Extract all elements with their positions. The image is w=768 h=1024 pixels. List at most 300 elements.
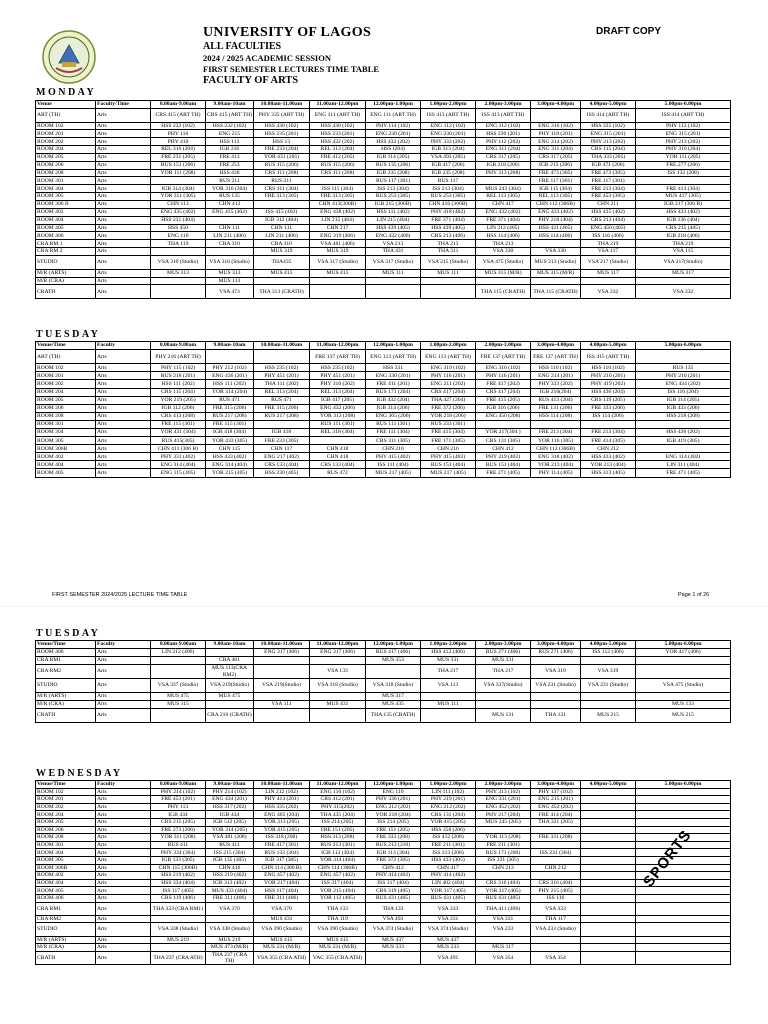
course-cell [636, 803, 731, 811]
faculty-cell: Arts [96, 679, 151, 693]
course-cell: RUS 115 (206) [254, 161, 310, 169]
course-cell: ENG 432 (206) [310, 404, 366, 412]
course-cell: FRE 233 (204) [254, 146, 310, 154]
course-cell: IGB 235 (208) [421, 169, 476, 177]
course-cell: RUS 213 (301) [310, 841, 366, 849]
timetable-row [36, 277, 731, 285]
course-cell: MUS 131 [476, 709, 531, 723]
course-cell: CRS 317 (205) [531, 153, 581, 161]
course-cell: ENG 215 [206, 130, 254, 138]
course-cell: CHN 115 (306B) [151, 864, 206, 872]
course-cell: VSA 330 [476, 248, 531, 256]
course-cell: YOR 112 (405) [310, 894, 366, 902]
course-cell: IGB 133 (305) [151, 856, 206, 864]
course-cell: HSS 431 (405) [531, 224, 581, 232]
course-cell: ENG 112 (102) [476, 122, 531, 130]
course-cell: THA 119 [151, 240, 206, 248]
timetable-row [36, 396, 731, 404]
university-crest-logo [42, 30, 96, 84]
course-cell: IGB 216 [206, 146, 254, 154]
course-cell: IGB 218 (206) [476, 161, 531, 169]
venue-cell: ROOM 206 [36, 826, 96, 834]
day-heading-tuesday: TUESDAY [36, 329, 101, 340]
course-cell [151, 657, 206, 665]
course-cell [254, 201, 310, 209]
column-header: Faculty [96, 781, 151, 789]
course-cell: THA 133 [310, 902, 366, 915]
course-cell: IGB 114 (205) [366, 153, 421, 161]
course-cell: RUS 151 (404) [421, 461, 476, 469]
course-cell: THA 131 [531, 709, 581, 723]
timetable-row [36, 693, 731, 701]
faculty-cell: Arts [96, 420, 151, 428]
faculty-cell: Arts [96, 130, 151, 138]
course-cell: LIN 215 (404) [366, 216, 421, 224]
course-cell: PHY 414 (402) [421, 872, 476, 880]
column-header: 5.00pm-6.00pm [636, 641, 731, 649]
venue-cell: ROOM 406 [36, 894, 96, 902]
course-cell: VSA 117 [581, 248, 636, 256]
course-cell: HSS 230 (405) [254, 469, 310, 477]
course-cell: CHN 217 [310, 224, 366, 232]
course-cell: IGB 314 (206) [366, 404, 421, 412]
column-header: 1.00pm-2.00pm [421, 101, 476, 109]
course-cell: IGB 216(204) [531, 388, 581, 396]
timetable-row [36, 248, 731, 256]
venue-cell: M/R (CRA) [36, 277, 96, 285]
course-cell: CHN 416 (306B) [421, 201, 476, 209]
course-cell: YOR 313 (208) [310, 412, 366, 420]
faculty-cell: Arts [96, 649, 151, 657]
course-cell: ENG 311 (204) [531, 146, 581, 154]
course-cell: MUS 331 [476, 657, 531, 665]
faculty-cell: Arts [96, 412, 151, 420]
course-cell: RUS 213 (310) [366, 841, 421, 849]
course-cell: HSS 117 (404) [254, 887, 310, 895]
course-cell: MUS 431 [254, 915, 310, 923]
faculty-cell: Arts [96, 872, 151, 880]
course-cell: ISS 111 (304) [310, 185, 366, 193]
course-cell: CHN 115 [206, 445, 254, 453]
course-cell: MUS 243 (304) [476, 185, 531, 193]
course-cell: FRE 414 (305) [581, 437, 636, 445]
course-cell: ENG 314 (404) [206, 461, 254, 469]
course-cell [310, 437, 366, 445]
course-cell [366, 665, 421, 679]
course-cell: PHY 219 (402) [476, 453, 531, 461]
course-cell: MUS 231 (M/R) [310, 944, 366, 952]
column-header: 4.00pm-5.00pm [581, 101, 636, 109]
course-cell: CHN 413(306B) [310, 201, 366, 209]
course-cell: ENG 330 (201) [366, 372, 421, 380]
venue-cell: ROOM 201 [36, 796, 96, 804]
course-cell: FRE 473 (305) [531, 169, 581, 177]
course-cell: RUS 135 [206, 193, 254, 201]
course-cell: YOR 217 (404) [254, 879, 310, 887]
faculty-cell: Arts [96, 216, 151, 224]
course-cell: VSA 213 [366, 240, 421, 248]
course-cell [310, 693, 366, 701]
course-cell: HSS 412 (406) [421, 649, 476, 657]
course-cell: FRE 115 (301) [151, 420, 206, 428]
course-cell: ISS 415 (ART TH) [581, 350, 636, 364]
timetable-row [36, 841, 731, 849]
course-cell: FRE 231 (205) [151, 153, 206, 161]
course-cell: CRS 412 (201) [310, 796, 366, 804]
course-cell: VSA 219(Studio) [206, 679, 254, 693]
course-cell: ENG 438 (402) [310, 208, 366, 216]
course-cell [531, 936, 581, 944]
venue-cell: ROOM 305 [36, 193, 96, 201]
course-cell: YOR 314 (204) [206, 388, 254, 396]
timetable-row [36, 216, 731, 224]
course-cell: CHN 416 [206, 864, 254, 872]
course-cell: ENG 434 (201) [206, 796, 254, 804]
timetable-row [36, 796, 731, 804]
course-cell: FRE 151 (205) [366, 826, 421, 834]
course-cell [636, 177, 731, 185]
course-cell [581, 894, 636, 902]
timetable-row [36, 856, 731, 864]
course-cell [581, 887, 636, 895]
course-cell: ENG 316 (102) [476, 364, 531, 372]
venue-cell: ROOM 304 [36, 185, 96, 193]
course-cell: RUS 217 (208) [254, 412, 310, 420]
timetable-row [36, 108, 731, 122]
venue-cell: ROOM 202 [36, 138, 96, 146]
venue-cell: CRA RM2 [36, 665, 96, 679]
course-cell: CHN 411 (306 B) [151, 445, 206, 453]
course-cell [636, 818, 731, 826]
course-cell [206, 915, 254, 923]
faculty-cell: Arts [96, 841, 151, 849]
faculty-cell: Arts [96, 453, 151, 461]
faculty-cell: Arts [96, 224, 151, 232]
course-cell [310, 177, 366, 185]
course-cell [206, 701, 254, 709]
course-cell: ENG 215 (201) [531, 796, 581, 804]
venue-cell: ROOM 202 [36, 803, 96, 811]
venue-cell: ROOM 204 [36, 811, 96, 819]
course-cell: HSS 334 (404) [151, 879, 206, 887]
course-cell [636, 923, 731, 936]
faculty-cell: Arts [96, 429, 151, 437]
course-cell: HSS 219 (402) [151, 872, 206, 880]
course-cell: RUS 133 (304) [254, 849, 310, 857]
course-cell: VSA 310 (Studio) [151, 255, 206, 269]
course-cell: PHY 310 (202) [310, 380, 366, 388]
course-cell: FRE 211 (301) [476, 841, 531, 849]
course-cell [531, 277, 581, 285]
course-cell [531, 826, 581, 834]
course-cell: ISS 213 (304) [421, 185, 476, 193]
course-cell: FRE 471 (405) [636, 469, 731, 477]
course-cell [636, 693, 731, 701]
course-cell: FRE 171 (305) [421, 437, 476, 445]
timetable-row [36, 193, 731, 201]
venue-cell: ROOM 205 [36, 818, 96, 826]
course-cell [636, 665, 731, 679]
column-header: 3.00pm-4.00pm [531, 781, 581, 789]
course-cell [421, 285, 476, 299]
venue-cell: STUDIO [36, 923, 96, 936]
course-cell: MUS 313 [206, 269, 254, 277]
course-cell: RUS 171 (208) [476, 849, 531, 857]
course-cell: HSS 235 (201) [254, 130, 310, 138]
course-cell: PHY 451 (201) [254, 372, 310, 380]
course-cell: RUS 151 (404) [476, 461, 531, 469]
course-cell: PHY 213 (202) [636, 138, 731, 146]
faculty-cell: Arts [96, 388, 151, 396]
course-cell: FRE 417 (202) [476, 380, 531, 388]
course-cell: FRE 211 (301) [421, 841, 476, 849]
header-row [36, 342, 731, 350]
course-cell: CRA 310 [254, 240, 310, 248]
course-cell: CRS 311 (304) [254, 185, 310, 193]
column-header: 4.00pm-5.00pm [581, 342, 636, 350]
venue-cell: ROOM 304 [36, 849, 96, 857]
course-cell [366, 951, 421, 964]
course-cell: CHN 114 (306B) [310, 864, 366, 872]
course-cell: MUS 317 [366, 693, 421, 701]
course-cell: MUS 111 [421, 269, 476, 277]
course-cell: MUS 113(CRA RM2) [206, 665, 254, 679]
timetable-row [36, 649, 731, 657]
venue-cell: ROOM 201 [36, 130, 96, 138]
timetable-row [36, 445, 731, 453]
course-cell: CRS 131 (305) [476, 437, 531, 445]
course-cell: IGB 417 (205) [310, 396, 366, 404]
venue-cell: ROOM 402 [36, 453, 96, 461]
course-cell: PHY 333 (202) [421, 138, 476, 146]
course-cell: FRE 311 (406) [206, 894, 254, 902]
course-cell [476, 936, 531, 944]
venue-cell: ROOM 404 [36, 879, 96, 887]
course-cell [151, 285, 206, 299]
course-cell: ENG 318 (402) [531, 453, 581, 461]
course-cell: ENG 111 (ART TH) [310, 108, 366, 122]
course-cell: VSA 370 [206, 902, 254, 915]
course-cell: RUS 411 [151, 841, 206, 849]
course-cell: VSA 493 (205) [421, 153, 476, 161]
course-cell [254, 693, 310, 701]
course-cell: HSS 114 (208) [531, 412, 581, 420]
course-cell: IGB 433 (206) [636, 404, 731, 412]
draft-copy-label: DRAFT COPY [596, 26, 661, 37]
course-cell: RUS 471 [206, 396, 254, 404]
course-cell: PHY 212 (102) [206, 364, 254, 372]
course-cell: THA 237 (CRA TH) [206, 951, 254, 964]
course-cell: FRE 213 (304) [531, 429, 581, 437]
course-cell: CRS 133 (404) [254, 461, 310, 469]
course-cell: IGB 113 (304) [366, 849, 421, 857]
timetable-row [36, 240, 731, 248]
course-cell: VSA 111 [254, 701, 310, 709]
course-cell: LIN 211 (406) [206, 232, 254, 240]
course-cell [531, 420, 581, 428]
course-cell: FRE 411 (201) [366, 380, 421, 388]
faculty-cell: Arts [96, 657, 151, 665]
course-cell: LIN 215 (404) [310, 216, 366, 224]
column-header: 12.00pm-1.00pm [366, 781, 421, 789]
course-cell: VAC 355 (CRA ATH) [310, 951, 366, 964]
faculty-cell: Arts [96, 108, 151, 122]
course-cell: VSA 113 [421, 679, 476, 693]
venue-cell: ROOM 405 [36, 224, 96, 232]
column-header: 1.00pm-2.00pm [421, 342, 476, 350]
faculty-cell: Arts [96, 915, 151, 923]
course-cell [636, 936, 731, 944]
course-cell: IGB 434 [151, 811, 206, 819]
course-cell [581, 796, 636, 804]
header-row [36, 781, 731, 789]
course-cell: RUS 211 [206, 177, 254, 185]
course-cell: FRE 417 (301) [254, 841, 310, 849]
course-cell: VSA 318 (Studio) [366, 679, 421, 693]
course-cell: HSS 433 (305) [421, 856, 476, 864]
course-cell [476, 277, 531, 285]
faculty-cell: Arts [96, 445, 151, 453]
faculty-cell: Arts [96, 879, 151, 887]
column-header: Venue/Time [36, 342, 96, 350]
column-header: 12.00pm-1.00pm [366, 641, 421, 649]
venue-cell: ROOM 205 [36, 396, 96, 404]
course-cell: CRS 311 (305) [366, 437, 421, 445]
course-cell: FRE 311 (406) [254, 894, 310, 902]
faculty-cell: Arts [96, 248, 151, 256]
course-cell: CHN 113 [151, 201, 206, 209]
course-cell [476, 701, 531, 709]
course-cell: VSA 338 (Studio) [206, 923, 254, 936]
faculty-cell: Arts [96, 185, 151, 193]
venue-cell: ROOM 306 B [36, 201, 96, 209]
venue-cell: ROOM 305 [36, 856, 96, 864]
course-cell [636, 796, 731, 804]
course-cell [476, 872, 531, 880]
timetable-row [36, 923, 731, 936]
course-cell: VSA 338 (Studio) [151, 923, 206, 936]
timetable-row [36, 701, 731, 709]
course-cell: FRE 117 (301) [531, 177, 581, 185]
course-cell: MUS 215 [581, 709, 636, 723]
course-cell: ENG 365 (206) [366, 412, 421, 420]
course-cell [254, 657, 310, 665]
column-header: 4.00pm-5.00pm [581, 781, 636, 789]
course-cell: RUS 471 [254, 396, 310, 404]
course-cell: FRE 413 [206, 153, 254, 161]
course-cell: RUS 431 (405) [366, 894, 421, 902]
course-cell: MUS 333 [366, 944, 421, 952]
course-cell: HSS 439 (405) [366, 224, 421, 232]
course-cell: HSS 433 (402) [636, 208, 731, 216]
course-cell: CHN 212 [531, 864, 581, 872]
column-header: 11.00am-12.00pm [310, 342, 366, 350]
course-cell: FRE 413 (304) [636, 185, 731, 193]
course-cell: CHN 418 [310, 453, 366, 461]
column-header: Faculty [96, 342, 151, 350]
course-cell: PHY 110 [151, 130, 206, 138]
course-cell: HSS 433 (402) [581, 453, 636, 461]
course-cell: RUS 253 (305) [421, 193, 476, 201]
timetable-row [36, 285, 731, 299]
course-cell: VSA 317 (Studio) [310, 255, 366, 269]
course-cell: CHN 412 [476, 445, 531, 453]
course-cell: IGB 432 (204) [366, 396, 421, 404]
course-cell: THA435 [254, 255, 310, 269]
course-cell: ENG 112 (102) [421, 122, 476, 130]
faculty-cell: Arts [96, 161, 151, 169]
venue-cell: CRA RM 1 [36, 240, 96, 248]
course-cell: MUS 415 [310, 269, 366, 277]
course-cell: HSS 358 (206) [421, 826, 476, 834]
venue-cell: ROOM 402 [36, 208, 96, 216]
course-cell [636, 902, 731, 915]
venue-cell: ART (TH) [36, 108, 96, 122]
timetable-row [36, 879, 731, 887]
course-cell [581, 856, 636, 864]
course-cell: HSS (204) [366, 146, 421, 154]
timetable-row [36, 232, 731, 240]
footer-title: FIRST SEMESTER 2024/2025 LECTURE TIME TABLE [52, 592, 188, 598]
venue-cell: ROOM 204 [36, 146, 96, 154]
faculty-cell: Arts [96, 818, 151, 826]
course-cell: PHY 218 (404) [531, 216, 581, 224]
course-cell: ENG 311 (204) [476, 146, 531, 154]
course-cell: FRE 277 (206) [636, 161, 731, 169]
course-cell [581, 811, 636, 819]
course-cell: RUS 271 (406) [531, 649, 581, 657]
course-cell: VSA 331 [476, 915, 531, 923]
course-cell: VSA 374 (Studio) [421, 923, 476, 936]
column-header: Faculty [96, 641, 151, 649]
course-cell [254, 709, 310, 723]
course-cell: PHY 335 (ART TH) [254, 108, 310, 122]
timetable-row [36, 185, 731, 193]
faculty-cell: Arts [96, 788, 151, 796]
course-cell: VSA 390 (Studio) [310, 923, 366, 936]
venue-cell: M/R (ARTS) [36, 693, 96, 701]
course-cell: ENG 317 (406) [254, 649, 310, 657]
faculty-cell: Arts [96, 887, 151, 895]
course-cell [636, 420, 731, 428]
course-cell: ISS 112 (406) [581, 649, 636, 657]
course-cell [531, 701, 581, 709]
course-cell: HSS 110 (102) [581, 364, 636, 372]
course-cell: VSA 133 [310, 665, 366, 679]
course-cell [476, 177, 531, 185]
course-cell [581, 826, 636, 834]
course-cell: FRE 371 (404) [476, 216, 531, 224]
timetable-row [36, 803, 731, 811]
venue-cell: CRATH [36, 951, 96, 964]
course-cell [636, 894, 731, 902]
course-cell: ENG 457 (402) [254, 872, 310, 880]
course-cell [636, 915, 731, 923]
column-header: 2.00pm-3.00pm [476, 641, 531, 649]
course-cell: HSS 313 (208) [310, 834, 366, 842]
course-cell: IGB 434 [206, 811, 254, 819]
course-cell: ENG 114 (402) [636, 453, 731, 461]
course-cell [581, 701, 636, 709]
course-cell: IGB 235 (208) [366, 169, 421, 177]
course-cell: VSA 233 [476, 923, 531, 936]
course-cell: CHN 211 [581, 201, 636, 209]
course-cell: YOR 311 (305) [151, 193, 206, 201]
course-cell: THA 213 [476, 240, 531, 248]
faculty-cell: Arts [96, 902, 151, 915]
timetable-row [36, 679, 731, 693]
timetable-row [36, 153, 731, 161]
